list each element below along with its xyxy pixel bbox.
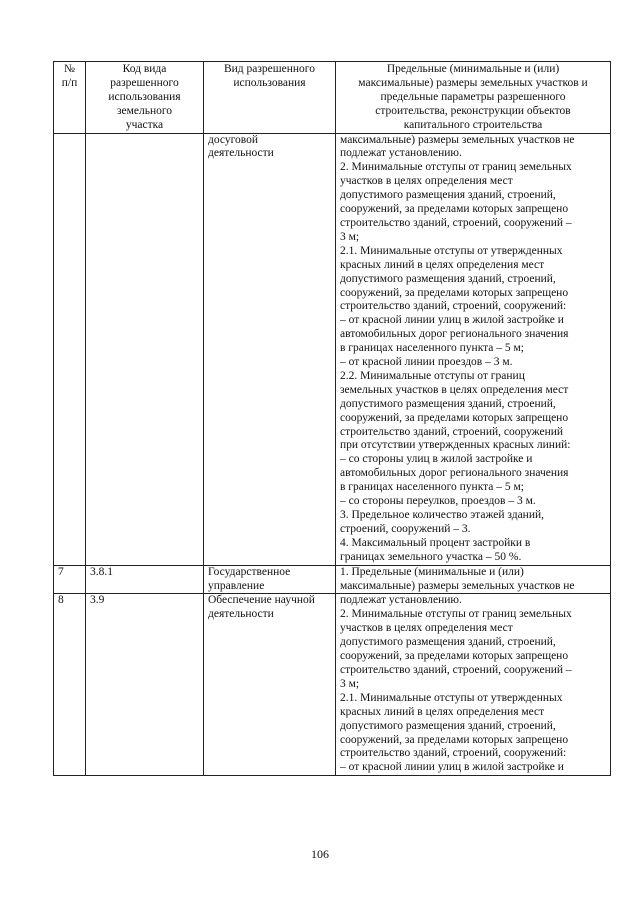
cell-text-line: допустимого размещения зданий, строений, xyxy=(340,719,556,732)
row-code-cell xyxy=(86,133,204,565)
table-row xyxy=(54,594,611,776)
cell-text-line: земельных участков в целях определения мест xyxy=(340,383,569,396)
cell-text-line: Вид разрешенного xyxy=(223,63,315,75)
row-code-cell xyxy=(86,594,204,776)
cell-text-line: допустимого размещения зданий, строений, xyxy=(340,636,556,649)
cell-text-line: красных линий в целях определения мест xyxy=(340,705,545,718)
table-header-row xyxy=(54,62,611,134)
cell-text-line: участков в целях определения мест xyxy=(340,622,513,635)
cell-text-line: капитального строительства xyxy=(403,118,543,131)
cell-text-line: земельного xyxy=(116,104,173,117)
cell-text-line: разрешенного xyxy=(110,76,179,89)
cell-text-line: сооружений, за пределами которых запрещено xyxy=(340,650,569,663)
cell-text-line: строительство зданий, строений, сооружений – xyxy=(340,663,572,676)
cell-text-line: досуговой xyxy=(208,133,259,146)
cell-text-line: сооружений, за пределами которых запрещено xyxy=(340,411,569,424)
cell-text-line: предельные параметры разрешенного xyxy=(380,90,566,103)
cell-text-line: в границах населенного пункта – 5 м; xyxy=(340,481,524,494)
cell-text-line: – от красной линии проездов – 3 м. xyxy=(340,356,513,369)
table-row xyxy=(54,565,611,594)
cell-text-line: 3.9 xyxy=(90,594,105,607)
cell-text-line: допустимого размещения зданий, строений, xyxy=(340,397,556,410)
cell-text-line: 2.1. Минимальные отступы от утвержденных xyxy=(340,244,563,257)
cell-text-line: 3 м; xyxy=(340,230,360,243)
cell-text-line: управление xyxy=(208,579,265,592)
cell-text-line: 3.8.1 xyxy=(90,565,113,578)
cell-text-line: – со стороны переулков, проездов – 3 м. xyxy=(340,495,536,508)
cell-text-line: подлежат установлению. xyxy=(340,594,462,607)
cell-text-line: 3. Предельное количество этажей зданий, xyxy=(340,509,545,521)
cell-text-line: строений, сооружений – 3. xyxy=(340,522,471,535)
cell-text-line: сооружений, за пределами которых запрещено xyxy=(340,203,569,216)
row-params-cell xyxy=(336,565,611,594)
header-number xyxy=(54,62,86,134)
cell-text-line: границах земельного участка – 50 %. xyxy=(340,550,522,563)
cell-text-line: строительство зданий, строений, сооружений: xyxy=(340,300,567,313)
cell-text-line: 2. Минимальные отступы от границ земельных xyxy=(340,608,572,621)
cell-text-line: 8 xyxy=(58,594,64,607)
cell-text-line: подлежат установлению. xyxy=(340,147,462,160)
cell-text-line: максимальные) размеры земельных участков и xyxy=(358,76,588,89)
row-number-cell xyxy=(54,133,86,565)
cell-text-line: 3 м; xyxy=(340,677,360,690)
cell-text-line: автомобильных дорог регионального значения xyxy=(340,467,569,480)
cell-text-line: 4. Максимальный процент застройки в xyxy=(340,536,531,549)
cell-text-line: максимальные) размеры земельных участков не xyxy=(340,579,575,592)
row-params-cell xyxy=(336,594,611,776)
header-kind xyxy=(204,62,336,134)
cell-text-line: п/п xyxy=(61,76,78,89)
cell-text-line: строительство зданий, строений, сооружений: xyxy=(340,747,567,760)
cell-text-line: 1. Предельные (минимальные и (или) xyxy=(340,565,524,578)
cell-text-line: 2. Минимальные отступы от границ земельных xyxy=(340,161,572,174)
cell-text-line: Предельные (минимальные и (или) xyxy=(386,63,560,75)
cell-text-line: строительство зданий, строений, сооружений – xyxy=(340,216,572,229)
cell-text-line: использования xyxy=(233,76,306,89)
cell-text-line: 2.2. Минимальные отступы от границ xyxy=(340,369,525,382)
cell-text-line: 2.1. Минимальные отступы от утвержденных xyxy=(340,691,563,704)
cell-text-line: сооружений, за пределами которых запрещено xyxy=(340,286,569,299)
row-kind-cell xyxy=(204,133,336,565)
header-code xyxy=(86,62,204,134)
cell-text-line: автомобильных дорог регионального значения xyxy=(340,328,569,341)
cell-text-line: – от красной линии улиц в жилой застройке и xyxy=(340,761,564,774)
cell-text-line: участка xyxy=(125,118,164,131)
page-number: 106 xyxy=(311,847,329,861)
cell-text-line: Обеспечение научной xyxy=(208,594,315,607)
row-code-cell xyxy=(86,565,204,594)
table-row xyxy=(54,133,611,565)
row-params-cell xyxy=(336,133,611,565)
cell-text-line: деятельности xyxy=(208,608,274,621)
cell-text-line: – от красной линии улиц в жилой застройке и xyxy=(340,314,564,327)
cell-text-line: № xyxy=(64,63,75,75)
cell-text-line: допустимого размещения зданий, строений, xyxy=(340,189,556,202)
row-number-cell xyxy=(54,565,86,594)
row-kind-cell xyxy=(204,594,336,776)
cell-text-line: деятельности xyxy=(208,147,274,160)
row-kind-cell xyxy=(204,565,336,594)
cell-text-line: красных линий в целях определения мест xyxy=(340,258,545,271)
cell-text-line: Код вида xyxy=(122,63,167,75)
cell-text-line: использования xyxy=(108,90,181,103)
cell-text-line: строительство зданий, строений, сооружений xyxy=(340,425,564,438)
cell-text-line: сооружений, за пределами которых запрещено xyxy=(340,733,569,746)
cell-text-line: – со стороны улиц в жилой застройке и xyxy=(340,453,533,466)
cell-text-line: Государственное xyxy=(208,565,291,578)
cell-text-line: максимальные) размеры земельных участков не xyxy=(340,133,575,146)
cell-text-line: допустимого размещения зданий, строений, xyxy=(340,272,556,285)
cell-text-line: строительства, реконструкции объектов xyxy=(375,104,571,117)
cell-text-line: при отсутствии утвержденных красных линий: xyxy=(340,439,571,452)
header-params xyxy=(336,62,611,134)
row-number-cell xyxy=(54,594,86,776)
land-use-table xyxy=(53,61,611,776)
cell-text-line: участков в целях определения мест xyxy=(340,175,513,188)
cell-text-line: 7 xyxy=(58,565,64,578)
cell-text-line: в границах населенного пункта – 5 м; xyxy=(340,342,524,355)
